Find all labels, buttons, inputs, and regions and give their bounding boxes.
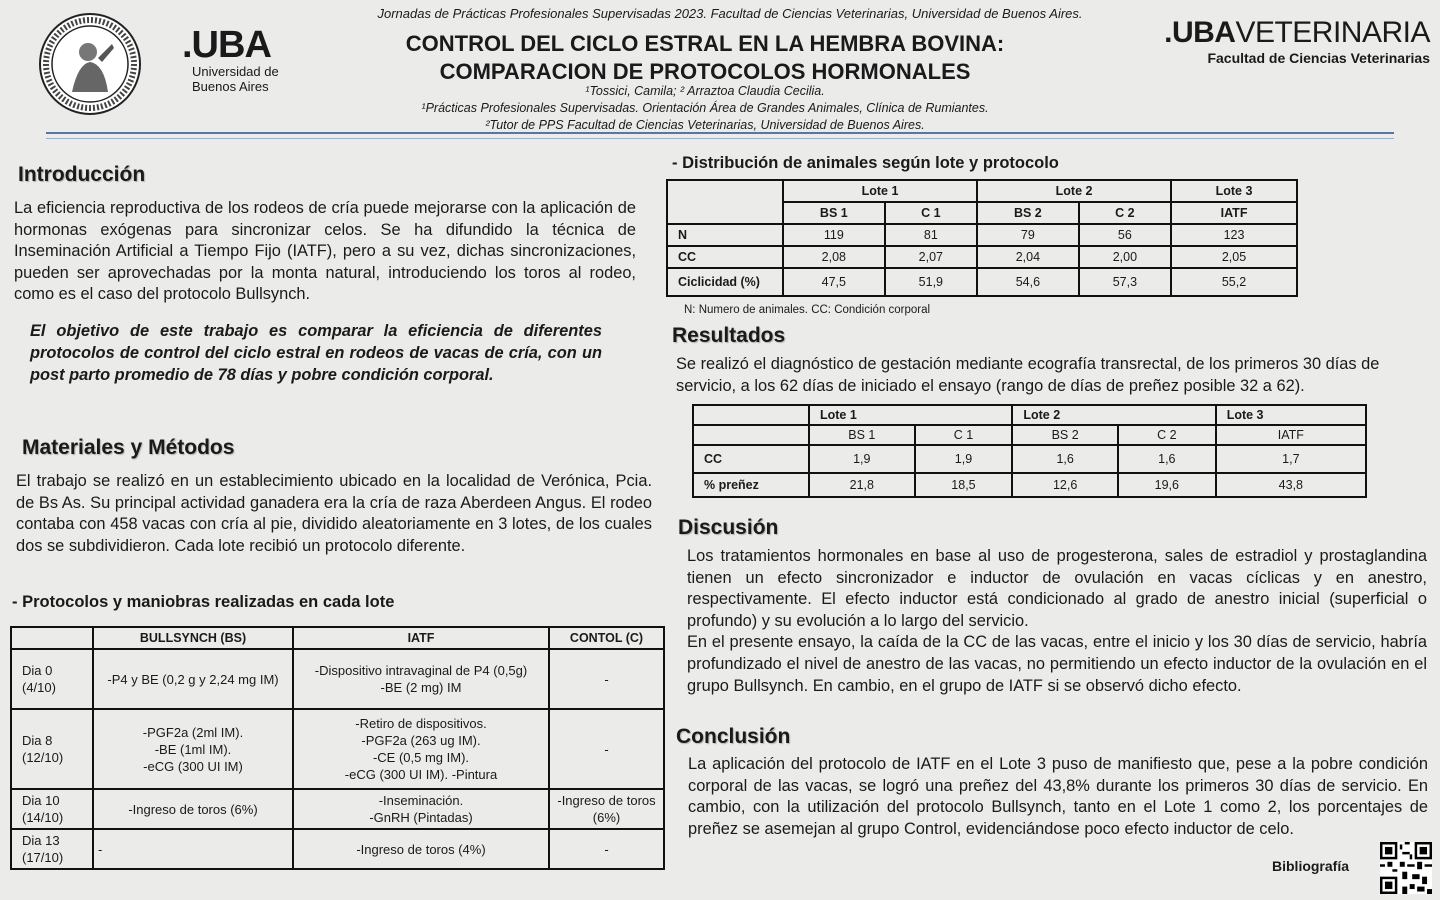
col-bullsynch: BULLSYNCH (BS): [93, 627, 293, 649]
vet-logo-subtitle: Facultad de Ciencias Veterinarias: [1207, 50, 1430, 66]
c-cell: -: [549, 649, 664, 709]
group-header: IATF: [1216, 425, 1366, 445]
affiliation-1: ¹Prácticas Profesionales Supervisadas. Orientación Área de Grandes Animales, Clínica de Rumiantes.: [421, 101, 989, 115]
lote-header: Lote 1: [783, 180, 977, 202]
protocols-table: [10, 626, 665, 870]
table-row: % preñez 21,8 18,5 12,6 19,6 43,8: [693, 473, 1366, 497]
title-line2: COMPARACION DE PROTOCOLOS HORMONALES: [439, 59, 971, 84]
intro-heading: Introducción: [18, 163, 146, 186]
table-row: [11, 649, 664, 709]
bibliography-link[interactable]: Bibliografía: [1272, 858, 1350, 874]
table-row: CC 2,08 2,07 2,04 2,00 2,05: [667, 246, 1297, 268]
lote-header: Lote 3: [1216, 405, 1366, 425]
table-row: CC 1,9 1,9 1,6 1,6 1,7: [693, 445, 1366, 473]
conclusion-text: La aplicación del protocolo de IATF en el Lote 3 puso de manifiesto que, pese a la pobre condición corporal de las vacas, se logró una preñez del 43,8% durante los primeros 30 días de servicio. En cambio, con la utilización del protocolo Bullsynch, tanto en el Lote 1 como 2, los porcentajes de preñez se asemejan al grupo Control, evidenciándose poco efecto inductor de celo.: [688, 755, 1428, 838]
objective-text: El objetivo de este trabajo es comparar la eficiencia de diferentes protocolos de control del ciclo estral en rodeos de vacas de cría, con un post parto promedio de 78 días y pobre condición corporal.: [30, 322, 602, 384]
dia-cell: Dia 0 (4/10): [11, 649, 93, 709]
event-line: Jornadas de Prácticas Profesionales Supervisadas 2023. Facultad de Ciencias Veterinarias, Universidad de Buenos Aires.: [377, 6, 1083, 21]
table-row: [11, 709, 664, 789]
table-row: [11, 829, 664, 869]
methods-heading: Materiales y Métodos: [22, 436, 235, 459]
uba-logo-mark: .UBA: [182, 24, 271, 66]
distribution-note: N: Numero de animales. CC: Condición corporal: [684, 304, 931, 316]
col-control: CONTOL (C): [549, 627, 664, 649]
iatf-cell: -Dispositivo intravaginal de P4 (0,5g) -BE (2 mg) IM: [293, 649, 549, 709]
protocols-heading: - Protocolos y maniobras realizadas en cada lote: [12, 593, 395, 611]
results-text: Se realizó el diagnóstico de gestación mediante ecografía transrectal, de los primeros 30 días de servicio, a los 62 días de iniciado el ensayo (rango de días de preñez posible 32 a 62).: [676, 355, 1380, 395]
uba-veterinaria-logo: [1140, 16, 1430, 66]
vet-logo-mark: .UBA: [1164, 16, 1236, 49]
group-header: C 1: [885, 202, 977, 224]
results-table: [692, 404, 1367, 498]
uba-logo-line1: Universidad de: [192, 64, 279, 79]
lote-header: Lote 2: [1012, 405, 1215, 425]
lote-header: Lote 3: [1171, 180, 1297, 202]
bs-cell: -: [93, 829, 293, 869]
group-header: C 2: [1079, 202, 1171, 224]
group-header: BS 1: [809, 425, 915, 445]
table-row: N 119 81 79 56 123: [667, 224, 1297, 246]
vet-logo-word: VETERINARIA: [1235, 16, 1430, 49]
intro-text: La eficiencia reproductiva de los rodeos de cría puede mejorarse con la aplicación de hormonas exógenas para sincronizar celos. Se ha difundido la técnica de Inseminación Artificial a Tiempo Fijo (IATF), pero a su vez, dichas sincronizaciones, pueden ser aprovechadas por la monta natural, introduciendo los toros al rodeo, como es el caso del protocolo Bullsynch.: [14, 199, 636, 304]
discussion-body: [687, 546, 1427, 697]
c-cell: -: [549, 829, 664, 869]
c-cell: -Ingreso de toros (6%): [549, 789, 664, 829]
lote-header: Lote 2: [977, 180, 1171, 202]
lote-header: Lote 1: [809, 405, 1012, 425]
bs-cell: -Ingreso de toros (6%): [93, 789, 293, 829]
title-line1: CONTROL DEL CICLO ESTRAL EN LA HEMBRA BOVINA:: [405, 31, 1005, 56]
uba-logo-line2: Buenos Aires: [192, 79, 269, 94]
col-iatf: IATF: [293, 627, 549, 649]
dia-cell: Dia 10 (14/10): [11, 789, 93, 829]
discussion-heading: Discusión: [678, 516, 779, 539]
dia-cell: Dia 8 (12/10): [11, 709, 93, 789]
table-row: [11, 789, 664, 829]
table-row: Ciclicidad (%) 47,5 51,9 54,6 57,3 55,2: [667, 268, 1297, 296]
c-cell: -: [549, 709, 664, 789]
iatf-cell: -Retiro de dispositivos. -PGF2a (263 ug IM). -CE (0,5 mg IM). -eCG (300 UI IM). -Pintura: [293, 709, 549, 789]
discussion-p1: Los tratamientos hormonales en base al uso de progesterona, sales de estradiol y prostaglandina tienen un efecto sincronizador e inductor de ovulación en vacas cíclicas y en anestro, respectivamente. El efecto inductor está condicionado al grado de anestro inicial (superficial o profundo) y su evolución a lo largo del servicio.: [687, 547, 1427, 630]
affiliation-2: ²Tutor de PPS Facultad de Ciencias Veterinarias, Universidad de Buenos Aires.: [485, 118, 925, 132]
group-header: BS 2: [1012, 425, 1118, 445]
uba-logo: [182, 26, 292, 94]
group-header: C 2: [1118, 425, 1216, 445]
group-header: IATF: [1171, 202, 1297, 224]
header-divider: [46, 132, 1394, 139]
conclusion-heading: Conclusión: [676, 725, 791, 748]
distribution-heading: - Distribución de animales según lote y protocolo: [672, 154, 1059, 172]
group-header: BS 2: [977, 202, 1079, 224]
bs-cell: -PGF2a (2ml IM). -BE (1ml IM). -eCG (300 UI IM): [93, 709, 293, 789]
results-heading: Resultados: [672, 324, 786, 347]
authors: ¹Tossici, Camila; ² Arraztoa Claudia Cecilia.: [585, 84, 825, 98]
university-seal-logo: [38, 12, 142, 116]
iatf-cell: -Inseminación. -GnRH (Pintadas): [293, 789, 549, 829]
bs-cell: -P4 y BE (0,2 g y 2,24 mg IM): [93, 649, 293, 709]
qr-code-icon[interactable]: [1380, 842, 1432, 894]
group-header: BS 1: [783, 202, 885, 224]
discussion-p2: En el presente ensayo, la caída de la CC de las vacas, entre el inicio y los 30 días de servicio, habría profundizado el nivel de anestro de las vacas, no permitiendo un efecto inductor de la ovulación en el grupo Bullsynch. En cambio, en el grupo de IATF si se observó dicho efecto.: [687, 633, 1427, 695]
distribution-table: [666, 179, 1298, 297]
group-header: C 1: [915, 425, 1013, 445]
dia-cell: Dia 13 (17/10): [11, 829, 93, 869]
methods-text: El trabajo se realizó en un establecimiento ubicado en la localidad de Verónica, Pcia. de Bs As. Su principal actividad ganadera era la cría de raza Aberdeen Angus. El rodeo contaba con 458 vacas con cría al pie, dividido aleatoriamente en 3 lotes, de los cuales dos se subdividieron. Cada lote recibió un protocolo diferente.: [16, 472, 652, 555]
iatf-cell: -Ingreso de toros (4%): [293, 829, 549, 869]
poster-title: [300, 30, 1110, 86]
